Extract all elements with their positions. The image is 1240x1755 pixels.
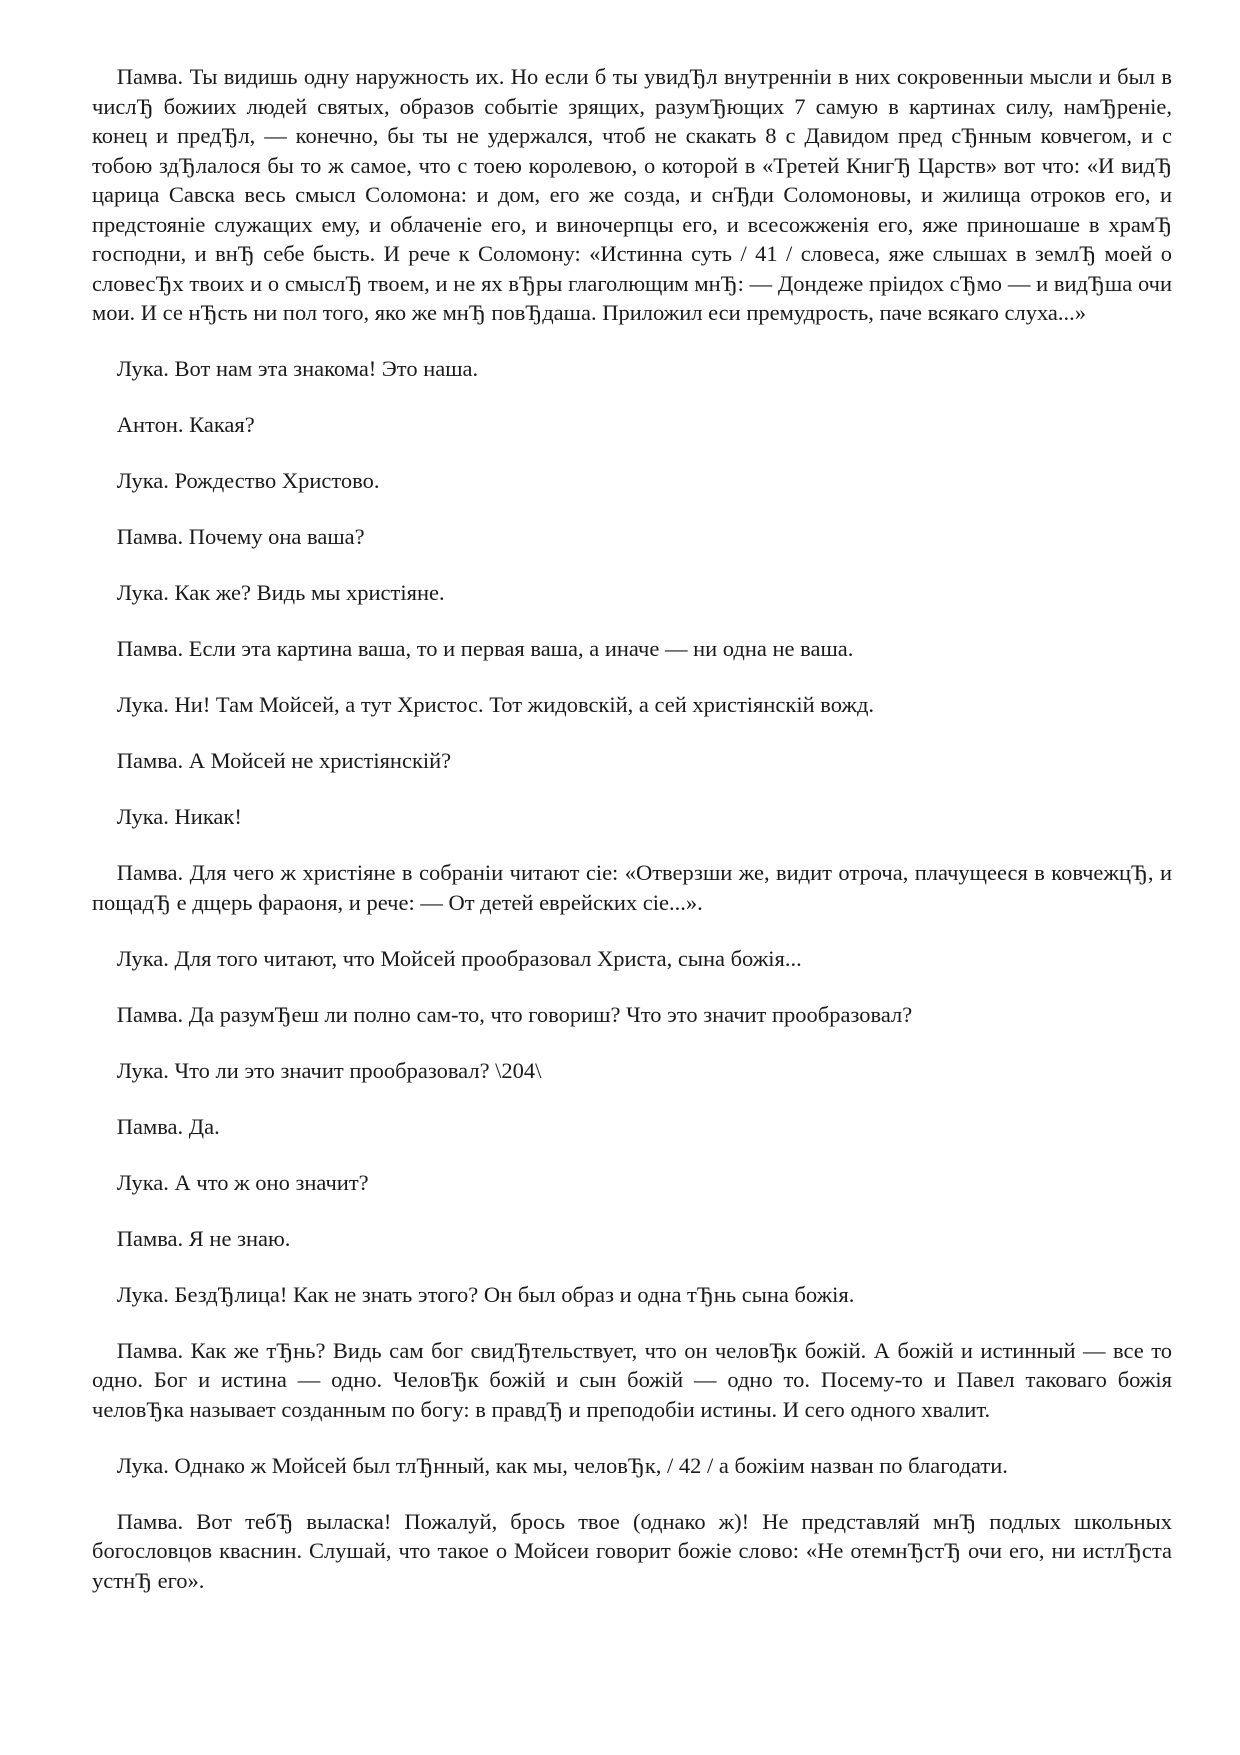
paragraph-luka-10: Лука. Однако ж Мойсей был тлЂнный, как мы, человЂк, / 42 / а божіим назван по благодати. (116, 1452, 1008, 1478)
paragraph-pamva-6: Памва. Да разумЂеш ли полно сам-то, что говориш? Что это значит прообразовал? (116, 1001, 913, 1027)
paragraph-luka-3: Лука. Как же? Видь мы христіяне. (116, 580, 445, 605)
paragraph-luka-6: Лука. Для того читают, что Мойсей прообразовал Христа, сына божія... (116, 945, 802, 971)
paragraph-pamva-10: Памва. Вот тебЂ выласка! Пожалуй, брось твое (однако ж)! Не представляй мнЂ подлых школьных богословцов кваснин. Слушай, что такое о Мойсеи говорит божіе слово: «Не отемнЂстЂ очи его, ни истлЂста устнЂ его». (92, 1508, 1172, 1593)
paragraph-luka-4: Лука. Ни! Там Мойсей, а тут Христос. Тот жидовскій, а сей христіянскій вожд. (116, 692, 875, 717)
paragraph-luka-2: Лука. Рождество Христово. (116, 468, 380, 493)
paragraph-pamva-7: Памва. Да. (116, 1113, 220, 1139)
paragraph-pamva-8: Памва. Я не знаю. (116, 1225, 291, 1251)
paragraph-luka-8: Лука. А что ж оно значит? (116, 1169, 369, 1195)
paragraph-luka-9: Лука. БездЂлица! Как не знать этого? Он был образ и одна тЂнь сына божія. (116, 1281, 855, 1307)
paragraph-luka-7: Лука. Что ли это значит прообразовал? \204\ (116, 1057, 542, 1083)
paragraph-pamva-1: Памва. Ты видишь одну наружность их. Но если б ты увидЂл внутренніи в них сокровенныи мысли и был в числЂ божиих людей святых, образов событіе зрящих, разумЂющих 7 самую в картинах силу, намЂреніе, конец и предЂл, — конечно, бы ты не удержался, чтоб не скакать 8 с Давидом пред сЂнным ковчегом, и с тобою здЂлалося бы то ж самое, что с тоею королевою, о которой в «Третей КнигЂ Царств» вот что: «И видЂ царица Савска весь смысл Соломона: и дом, его же созда, и снЂди Соломоновы, и жилища отроков его, и предстояніе служащих ему, и облаченіе его, и виночерпцы его, и всесожженія его, яже приношаше в храмЂ господни, и внЂ себе бысть. И рече к Соломону: «Истинна суть / 41 / словеса, яже слышах в землЂ моей о словесЂх твоих и о смыслЂ твоем, и не ях вЂры глаголющим мнЂ: — Дондеже пріидох сЂмо — и видЂша очи мои. И се нЂсть ни пол того, яко же мнЂ повЂдаша. Приложил еси премудрость, паче всякаго слуха...» (92, 64, 1172, 325)
paragraph-anton-1: Антон. Какая? (116, 412, 255, 437)
paragraph-pamva-3: Памва. Если эта картина ваша, то и первая ваша, а иначе — ни одна не ваша. (116, 636, 854, 661)
paragraph-pamva-5: Памва. Для чего ж христіяне в собраніи читают сіе: «Отверзши же, видит отроча, плачущееся в ковчежцЂ, и пощадЂ е дщерь фараоня, и рече: — От детей еврейских сіе...». (92, 860, 1172, 915)
document-page (92, 62, 1172, 1622)
paragraph-luka-1: Лука. Вот нам эта знакома! Это наша. (116, 356, 479, 381)
paragraph-pamva-9: Памва. Как же тЂнь? Видь сам бог свидЂтельствует, что он человЂк божій. А божій и истинный — все то одно. Бог и истина — одно. ЧеловЂк божій и сын божій — одно то. Посему-то и Павел таковаго божія человЂка называет созданным по богу: в правдЂ и преподобіи истины. И сего одного хвалит. (92, 1337, 1172, 1422)
paragraph-luka-5: Лука. Никак! (116, 804, 242, 829)
paragraph-pamva-4: Памва. А Мойсей не христіянскій? (116, 748, 452, 773)
paragraph-pamva-2: Памва. Почему она ваша? (116, 524, 365, 549)
